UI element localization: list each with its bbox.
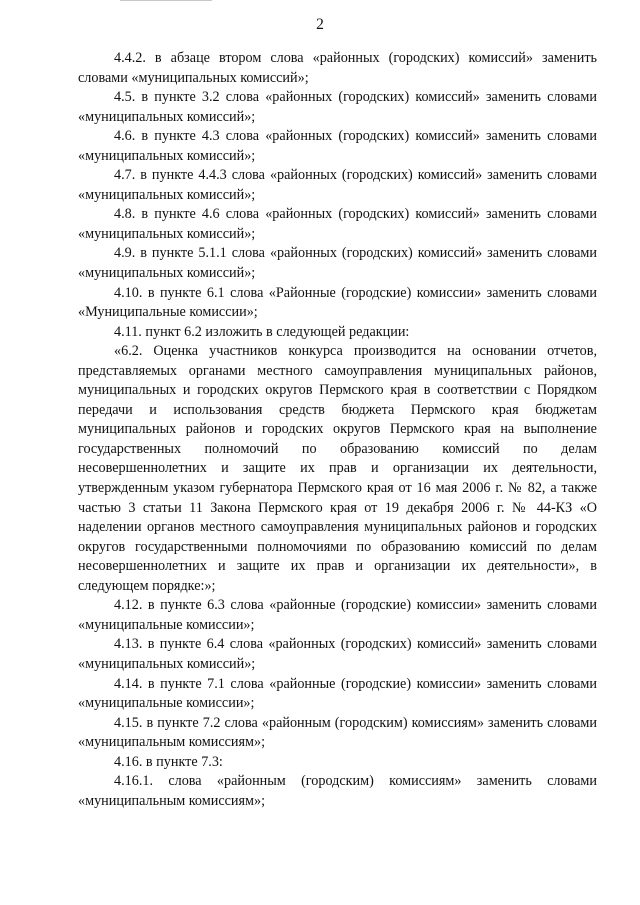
paragraph-4-13: 4.13. в пункте 6.4 слова «районных (городских) комиссий» заменить словами «муниципальных комиссий»;	[78, 636, 597, 672]
document-body	[78, 49, 597, 811]
paragraph-4-8: 4.8. в пункте 4.6 слова «районных (городских) комиссий» заменить словами «муниципальных комиссий»;	[78, 206, 597, 242]
paragraph-4-5: 4.5. в пункте 3.2 слова «районных (городских) комиссий» заменить словами «муниципальных комиссий»;	[78, 89, 597, 125]
paragraph-4-11: 4.11. пункт 6.2 изложить в следующей редакции:	[114, 323, 410, 340]
paragraph-4-4-2: 4.4.2. в абзаце втором слова «районных (городских) комиссий» заменить словами «муниципальных комиссий»;	[78, 50, 597, 86]
scan-edge-line	[120, 0, 212, 1]
paragraph-4-14: 4.14. в пункте 7.1 слова «районные (городские) комиссии» заменить словами «муниципальные комиссии»;	[78, 675, 597, 712]
paragraph-4-9: 4.9. в пункте 5.1.1 слова «районных (городских) комиссий» заменить словами «муниципальных комиссий»;	[78, 245, 597, 282]
paragraph-4-16-1: 4.16.1. слова «районным (городским) комиссиям» заменить словами «муниципальным комиссиям»;	[78, 773, 597, 809]
paragraph-4-6: 4.6. в пункте 4.3 слова «районных (городских) комиссий» заменить словами «муниципальных комиссий»;	[78, 128, 597, 164]
paragraph-4-16: 4.16. в пункте 7.3:	[114, 753, 223, 770]
paragraph-4-7: 4.7. в пункте 4.4.3 слова «районных (городских) комиссий» заменить словами «муниципальных комиссий»;	[78, 167, 597, 203]
paragraph-4-12: 4.12. в пункте 6.3 слова «районные (городские) комиссии» заменить словами «муниципальные комиссии»;	[78, 597, 597, 633]
paragraph-4-10: 4.10. в пункте 6.1 слова «Районные (городские) комиссии» заменить словами «Муниципальные комиссии»;	[78, 284, 597, 321]
page-number: 2	[316, 16, 324, 33]
paragraph-4-15: 4.15. в пункте 7.2 слова «районным (городским) комиссиям» заменить словами «муниципальным комиссиям»;	[78, 714, 597, 751]
paragraph-6-2-quoted: «6.2. Оценка участников конкурса производится на основании отчетов, представляемых органами местного самоуправления муниципальных районов, муниципальных и городских округов Пермского края в соответствии с Порядком передачи и использования средств бюджета Пермского края бюджетам муниципальных районов и городских округов Пермского края на выполнение государственных полномочий по образованию комиссий по делам несовершеннолетних и защите их прав и организации их деятельности, утвержденным указом губернатора Пермского края от 16 мая 2006 г. № 82, а также частью 3 статьи 11 Закона Пермского края от 19 декабря 2006 г. № 44-КЗ «О наделении органов местного самоуправления муниципальных районов и городских округов государственными полномочиями по образованию комиссий по делам несовершеннолетних и защите их прав и организации их деятельности», в следующем порядке:»;	[78, 343, 597, 594]
